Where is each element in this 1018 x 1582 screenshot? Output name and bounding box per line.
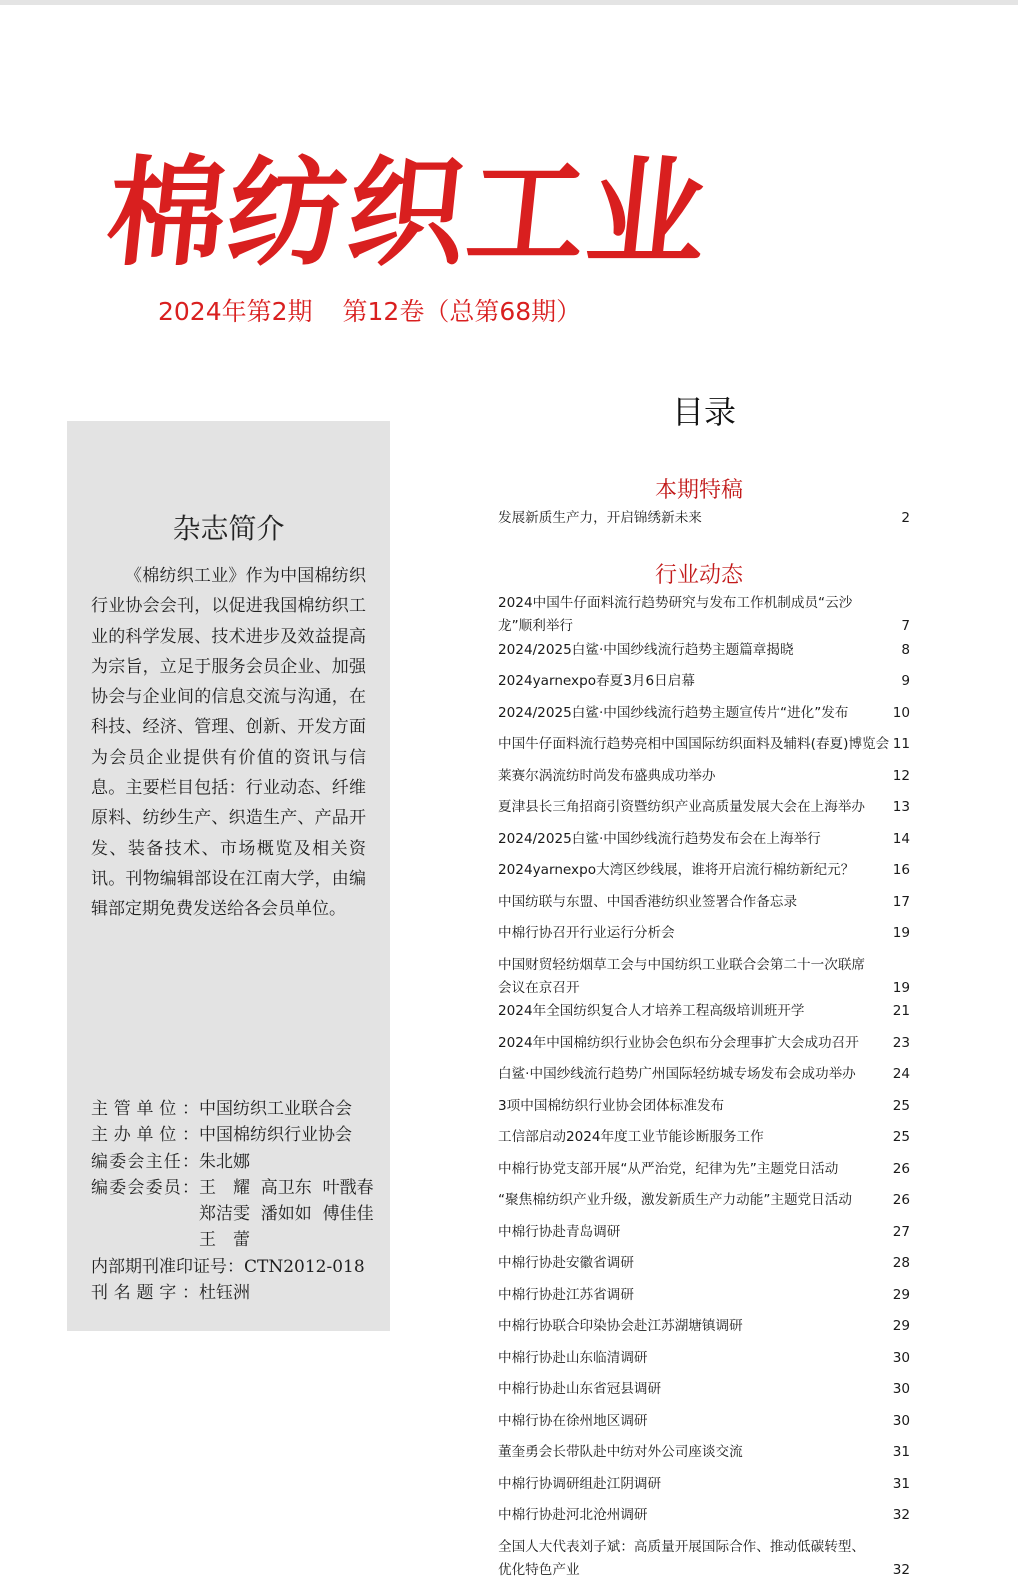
intro-heading: 杂志简介 xyxy=(67,509,390,549)
sponsor-label: 主办单位： xyxy=(91,1122,199,1148)
toc-item[interactable] xyxy=(498,1063,910,1095)
news-list xyxy=(498,592,910,1582)
calligraphy-value: 杜钰洲 xyxy=(199,1280,250,1306)
toc-item-title: 2024/2025白鲨·中国纱线流行趋势主题篇章揭晓 xyxy=(498,639,794,662)
toc-item[interactable] xyxy=(498,891,910,923)
toc-item-title-cont: 优化特色产业 xyxy=(498,1559,910,1582)
toc-item-title: 中国纺联与东盟、中国香港纺织业签署合作备忘录 xyxy=(498,891,797,914)
toc-item[interactable] xyxy=(498,670,910,702)
toc-item[interactable] xyxy=(498,592,910,639)
toc-item-page: 25 xyxy=(893,1126,910,1149)
toc-item[interactable] xyxy=(498,1410,910,1442)
toc-item-page: 30 xyxy=(893,1378,910,1401)
toc-item-title: 中棉行协赴河北沧州调研 xyxy=(498,1504,648,1527)
toc-item-page: 19 xyxy=(893,922,910,945)
toc-item[interactable] xyxy=(498,765,910,797)
volume-number: 第12卷（总第68期） xyxy=(343,297,582,326)
toc-item-title: 中棉行协联合印染协会赴江苏湖塘镇调研 xyxy=(498,1315,743,1338)
section-feature-title: 本期特稿 xyxy=(655,476,743,506)
toc-item-page: 31 xyxy=(893,1441,910,1464)
sponsor-value: 中国棉纺织行业协会 xyxy=(199,1122,352,1148)
toc-heading: 目录 xyxy=(672,390,736,434)
toc-item-title: 中棉行协党支部开展“从严治党，纪律为先”主题党日活动 xyxy=(498,1158,838,1181)
toc-item[interactable] xyxy=(498,828,910,860)
toc-item-title: 中国财贸轻纺烟草工会与中国纺织工业联合会第二十一次联席 xyxy=(498,954,910,977)
permit-row: 内部期刊准印证号：CTN2012-018 xyxy=(91,1254,381,1280)
toc-item-title: 工信部启动2024年度工业节能诊断服务工作 xyxy=(498,1126,764,1149)
toc-item-page: 13 xyxy=(893,796,910,819)
toc-item-title: 2024/2025白鲨·中国纱线流行趋势主题宣传片“进化”发布 xyxy=(498,702,848,725)
toc-item-title: “聚焦棉纺织产业升级，激发新质生产力动能”主题党日活动 xyxy=(498,1189,852,1212)
toc-item-title: 中棉行协赴江苏省调研 xyxy=(498,1284,634,1307)
chief-value: 朱北娜 xyxy=(199,1149,250,1175)
toc-item[interactable] xyxy=(498,1536,910,1582)
toc-item-page: 30 xyxy=(893,1347,910,1370)
toc-item[interactable] xyxy=(498,1095,910,1127)
top-rule xyxy=(0,0,1018,5)
toc-item-title: 中棉行协赴山东临清调研 xyxy=(498,1347,648,1370)
toc-item-page: 32 xyxy=(893,1504,910,1527)
toc-item[interactable] xyxy=(498,507,910,539)
toc-item-page: 24 xyxy=(893,1063,910,1086)
feature-list xyxy=(498,507,910,539)
toc-item[interactable] xyxy=(498,859,910,891)
members-line-2: 郑洁雯 潘如如 傅佳佳 xyxy=(91,1201,381,1227)
toc-item[interactable] xyxy=(498,733,910,765)
toc-item[interactable] xyxy=(498,1284,910,1316)
toc-item-title-cont: 会议在京召开 xyxy=(498,977,910,1000)
toc-item-title: 发展新质生产力，开启锦绣新未来 xyxy=(498,507,702,530)
toc-item[interactable] xyxy=(498,1000,910,1032)
toc-item-page: 31 xyxy=(893,1473,910,1496)
toc-item-title-cont: 龙”顺利举行 xyxy=(498,615,910,638)
chief-row xyxy=(91,1149,381,1175)
journal-title-logo: 棉纺织工业 xyxy=(100,140,755,285)
toc-item-title: 中棉行协赴山东省冠县调研 xyxy=(498,1378,661,1401)
members-line-1: 王 耀 高卫东 叶戬春 xyxy=(199,1175,374,1201)
toc-item-title: 全国人大代表刘子斌：高质量开展国际合作、推动低碳转型、 xyxy=(498,1536,910,1559)
toc-item-title: 中棉行协召开行业运行分析会 xyxy=(498,922,675,945)
supervisor-row xyxy=(91,1096,381,1122)
toc-item[interactable] xyxy=(498,1504,910,1536)
toc-item-title: 白鲨·中国纱线流行趋势广州国际轻纺城专场发布会成功举办 xyxy=(498,1063,856,1086)
toc-item[interactable] xyxy=(498,702,910,734)
toc-item[interactable] xyxy=(498,922,910,954)
toc-item[interactable] xyxy=(498,1473,910,1505)
toc-item-title: 2024yarnexpo大湾区纱线展，谁将开启流行棉纺新纪元？ xyxy=(498,859,854,882)
toc-item[interactable] xyxy=(498,1378,910,1410)
calligraphy-label: 刊名题字： xyxy=(91,1280,199,1306)
toc-item-page: 23 xyxy=(893,1032,910,1055)
toc-item-page: 11 xyxy=(893,733,910,756)
toc-item[interactable] xyxy=(498,1221,910,1253)
toc-item-title: 中棉行协在徐州地区调研 xyxy=(498,1410,648,1433)
toc-item-title: 中棉行协调研组赴江阴调研 xyxy=(498,1473,661,1496)
toc-item[interactable] xyxy=(498,1189,910,1221)
toc-item-page: 21 xyxy=(893,1000,910,1023)
toc-item[interactable] xyxy=(498,796,910,828)
toc-item-page: 29 xyxy=(893,1284,910,1307)
calligraphy-row xyxy=(91,1280,381,1306)
toc-item-page: 27 xyxy=(893,1221,910,1244)
toc-item[interactable] xyxy=(498,954,910,1001)
toc-item-page: 30 xyxy=(893,1410,910,1433)
toc-item-page: 14 xyxy=(893,828,910,851)
toc-item-page: 25 xyxy=(893,1095,910,1118)
toc-item-title: 2024/2025白鲨·中国纱线流行趋势发布会在上海举行 xyxy=(498,828,821,851)
toc-item-title: 莱赛尔涡流纺时尚发布盛典成功举办 xyxy=(498,765,716,788)
chief-label: 编委会主任： xyxy=(91,1149,199,1175)
toc-item-page: 12 xyxy=(893,765,910,788)
section-news-title: 行业动态 xyxy=(655,561,743,591)
intro-panel xyxy=(67,421,390,1331)
toc-item-page: 2 xyxy=(901,507,910,530)
supervisor-label: 主管单位： xyxy=(91,1096,199,1122)
toc-item-title: 董奎勇会长带队赴中纺对外公司座谈交流 xyxy=(498,1441,743,1464)
supervisor-value: 中国纺织工业联合会 xyxy=(199,1096,352,1122)
toc-item-title: 夏津县长三角招商引资暨纺织产业高质量发展大会在上海举办 xyxy=(498,796,865,819)
toc-item-page: 26 xyxy=(893,1158,910,1181)
toc-item-page: 29 xyxy=(893,1315,910,1338)
toc-item-page: 10 xyxy=(893,702,910,725)
toc-item-page: 7 xyxy=(901,615,910,638)
toc-item-page: 28 xyxy=(893,1252,910,1275)
members-line-3: 王 蕾 xyxy=(91,1227,381,1253)
toc-item-title: 中棉行协赴青岛调研 xyxy=(498,1221,620,1244)
toc-item[interactable] xyxy=(498,1315,910,1347)
toc-item[interactable] xyxy=(498,1252,910,1284)
toc-item[interactable] xyxy=(498,1126,910,1158)
issue-line xyxy=(158,292,581,332)
toc-item-title: 2024年中国棉纺织行业协会色织布分会理事扩大会成功召开 xyxy=(498,1032,859,1055)
toc-item-title: 3项中国棉纺织行业协会团体标准发布 xyxy=(498,1095,724,1118)
toc-item[interactable] xyxy=(498,1347,910,1379)
toc-item-title: 中国牛仔面料流行趋势亮相中国国际纺织面料及辅料(春夏)博览会 xyxy=(498,733,889,756)
toc-item[interactable] xyxy=(498,1032,910,1064)
toc-item-page: 19 xyxy=(893,977,910,1000)
toc-item-page: 8 xyxy=(901,639,910,662)
issue-number: 2024年第2期 xyxy=(158,297,313,326)
toc-item-title: 2024中国牛仔面料流行趋势研究与发布工作机制成员“云沙 xyxy=(498,592,910,615)
members-row xyxy=(91,1175,381,1201)
toc-item-title: 2024yarnexpo春夏3月6日启幕 xyxy=(498,670,695,693)
toc-item-title: 2024年全国纺织复合人才培养工程高级培训班开学 xyxy=(498,1000,804,1023)
toc-item[interactable] xyxy=(498,1158,910,1190)
toc-item[interactable] xyxy=(498,639,910,671)
toc-item-page: 17 xyxy=(893,891,910,914)
intro-body: 《棉纺织工业》作为中国棉纺织行业协会会刊，以促进我国棉纺织工业的科学发展、技术进步及效益提高为宗旨，立足于服务会员企业、加强协会与企业间的信息交流与沟通，在科技、经济、管理、创新、开发方面为会员企业提供有价值的资讯与信息。主要栏目包括：行业动态、纤维原料、纺纱生产、织造生产、产品开发、装备技术、市场概览及相关资讯。刊物编辑部设在江南大学，由编辑部定期免费发送给各会员单位。 xyxy=(91,561,366,925)
members-label: 编委会委员： xyxy=(91,1175,199,1201)
toc-item-page: 32 xyxy=(893,1559,910,1582)
toc-item-page: 26 xyxy=(893,1189,910,1212)
toc-item-page: 9 xyxy=(901,670,910,693)
masthead-info xyxy=(91,1096,381,1306)
toc-item[interactable] xyxy=(498,1441,910,1473)
toc-item-title: 中棉行协赴安徽省调研 xyxy=(498,1252,634,1275)
sponsor-row xyxy=(91,1122,381,1148)
toc-item-page: 16 xyxy=(893,859,910,882)
